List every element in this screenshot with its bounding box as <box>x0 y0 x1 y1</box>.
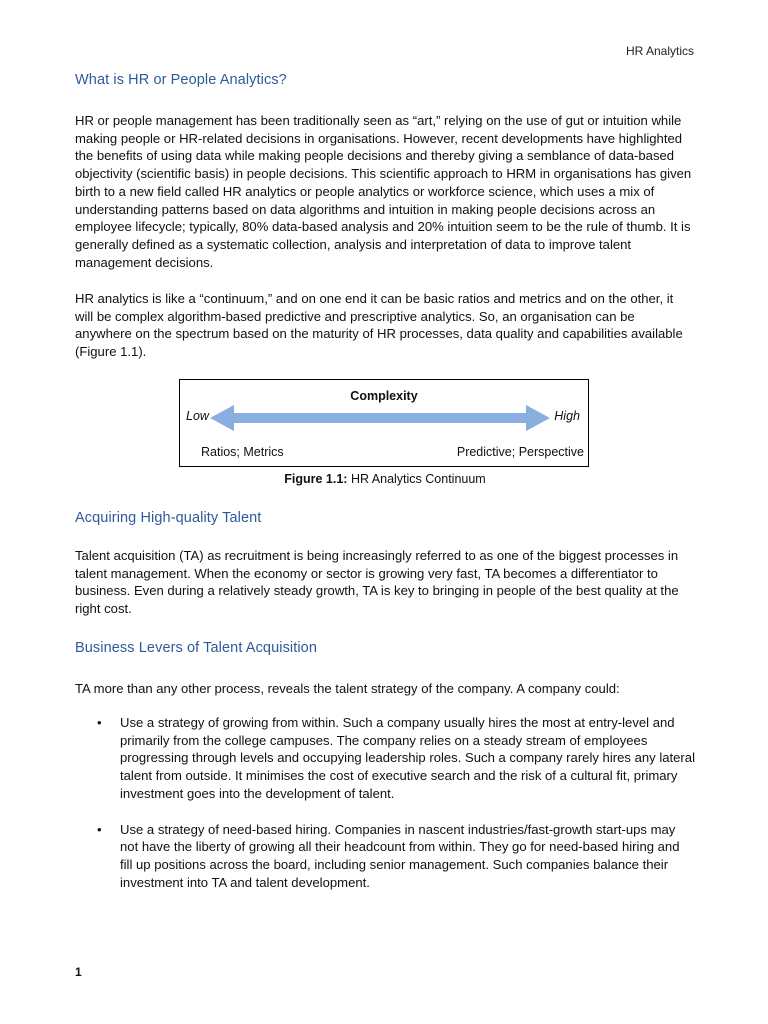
strategy-list <box>75 714 695 891</box>
figure-caption <box>75 472 695 486</box>
figure-caption-text: HR Analytics Continuum <box>347 472 486 486</box>
running-header: HR Analytics <box>625 44 694 58</box>
bullet-icon: • <box>97 715 102 730</box>
paragraph-intro: TA more than any other process, reveals the talent strategy of the company. A company could: <box>75 681 620 696</box>
section-heading-acquiring-talent: Acquiring High-quality Talent <box>75 510 262 526</box>
figure-left-caption: Ratios; Metrics <box>201 445 284 459</box>
double-arrow-icon <box>210 404 550 432</box>
page-number: 1 <box>75 965 82 979</box>
figure-high-label: High <box>554 409 580 423</box>
figure-caption-label: Figure 1.1: <box>284 472 348 486</box>
paragraph-definition: HR or people management has been traditionally seen as “art,” relying on the use of gut or intuition while making people or HR-related decisions in organisations. However, recent developments have highlighted the benefits of using data while making people decisions and thereby giving a semblance of data-based objectivity (scientific basis) in people decisions. This scientific approach to HRM in organisations has given birth to a new field called HR analytics or people analytics or workforce science, which uses a mix of understanding patterns based on data algorithms and intuition in making people decisions across an employee lifecycle; typically, 80% data-based analysis and 20% intuition seem to be the rule of thumb. It is generally defined as a systematic collection, analysis and interpretation of data to improve talent management decisions. <box>75 113 692 270</box>
paragraph-talent-acquisition: Talent acquisition (TA) as recruitment is being increasingly referred to as one of the biggest processes in talent management. When the economy or sector is growing very fast, TA becomes a differentiator to business. Even during a relatively steady growth, TA is key to bringing in people of the best quality at the right cost. <box>75 548 679 617</box>
continuum-figure <box>179 379 589 467</box>
figure-complexity-label: Complexity <box>350 389 418 403</box>
section-heading-hr-analytics: What is HR or People Analytics? <box>75 72 287 88</box>
list-item <box>75 821 695 892</box>
paragraph-continuum: HR analytics is like a “continuum,” and on one end it can be basic ratios and metrics and on the other, it will be complex algorithm-based predictive and prescriptive analytics. So, an organisation can be anywhere on the spectrum based on the maturity of HR processes, data quality and capabilities available (Figure 1.1). <box>75 291 683 360</box>
figure-low-label: Low <box>186 409 209 423</box>
section-heading-business-levers: Business Levers of Talent Acquisition <box>75 640 318 656</box>
bullet-icon: • <box>97 821 102 837</box>
list-item <box>75 714 695 803</box>
figure-right-caption: Predictive; Perspective <box>456 445 584 459</box>
list-item-text: Use a strategy of need-based hiring. Companies in nascent industries/fast-growth start-ups may not have the liberty of growing all their headcount from within. They go for need-based hiring and fill up positions across the board, including senior management. Such companies balance their investment into TA and talent development. <box>120 821 680 890</box>
list-item-text: Use a strategy of growing from within. Such a company usually hires the most at entry-level and primarily from the college campuses. The company relies on a steady stream of employees progressing through levels and occupying leadership roles. Such a company rarely hires any lateral talent from outside. It minimises the cost of executive search and the risk of a cultural fit, primary investment goes into the development of talent. <box>120 715 695 801</box>
